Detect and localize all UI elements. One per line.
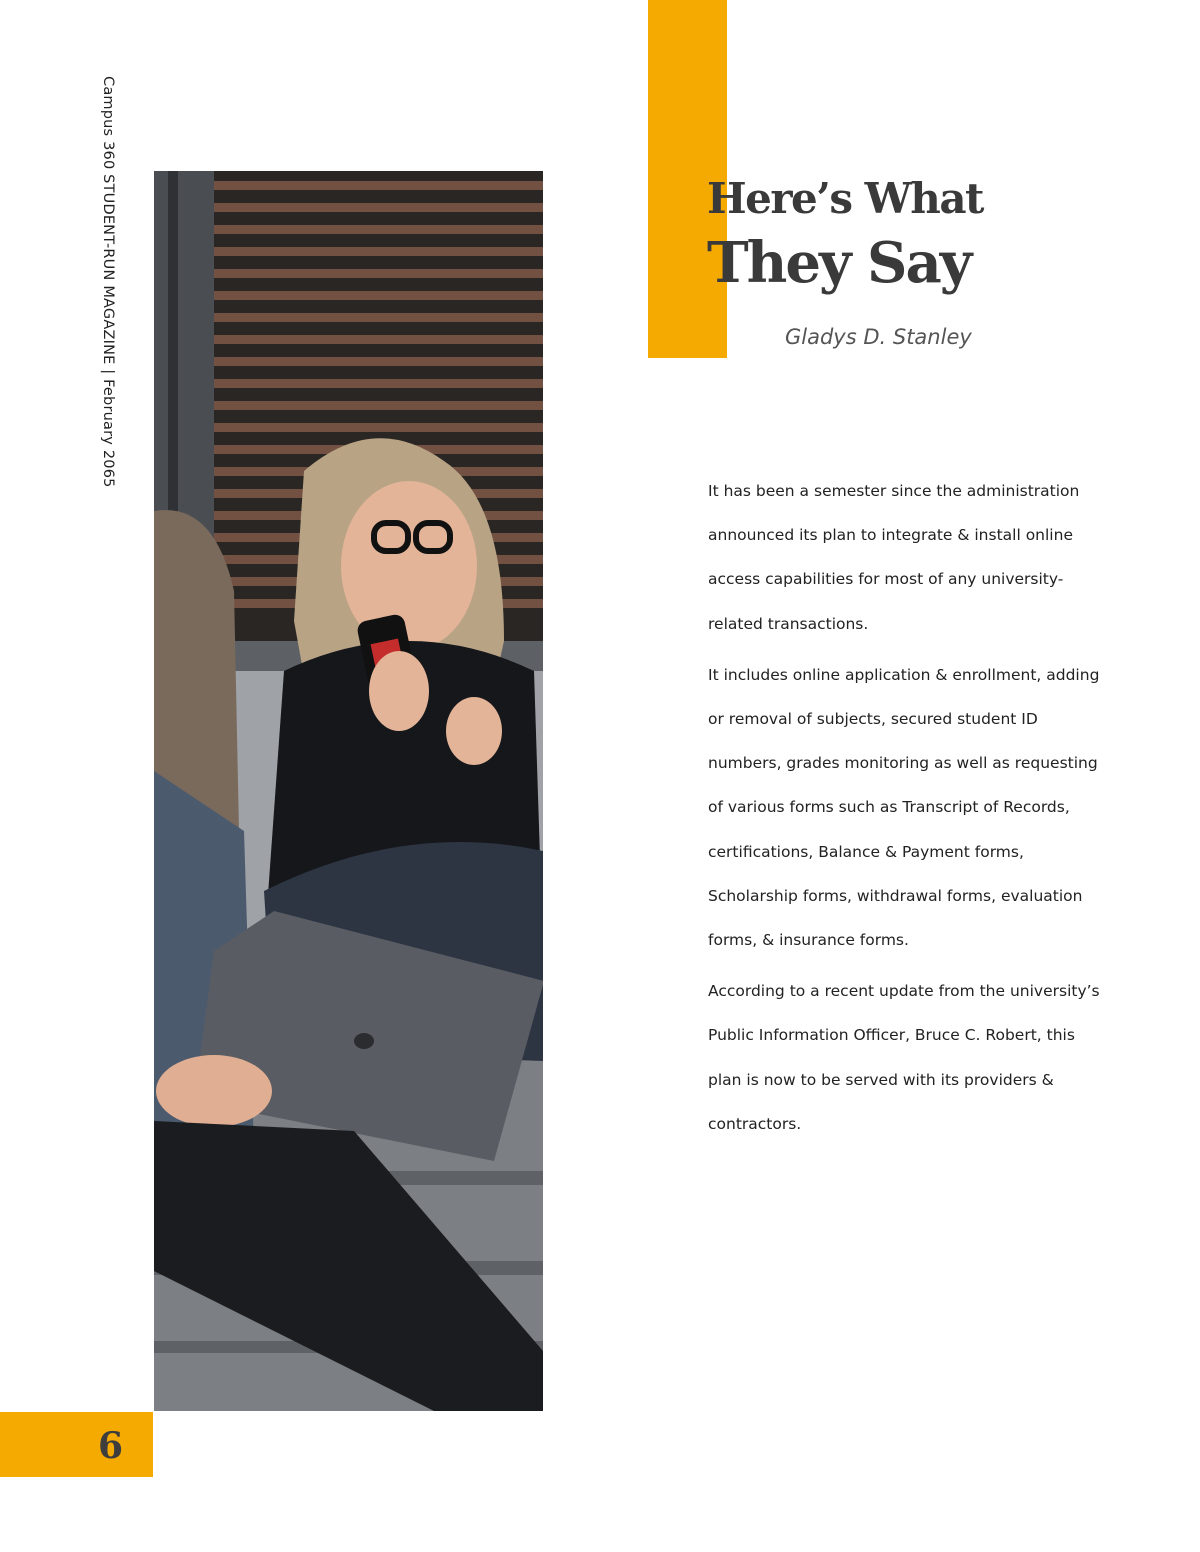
page-number-box (0, 1412, 153, 1477)
article-photo (154, 171, 543, 1411)
paragraph-3: According to a recent update from the university’s Public Information Officer, Bruce C. Robert, this plan is now to be served with its providers & contractors. (708, 982, 1100, 1133)
title-line-1: Here’s What (707, 174, 983, 223)
students-photo-illustration (154, 171, 543, 1411)
title-line-2: They Say (707, 230, 971, 296)
author-name: Gladys D. Stanley (785, 325, 972, 349)
article-body (708, 469, 1108, 1153)
paragraph-1: It has been a semester since the administration announced its plan to integrate & install online access capabilities for most of any university-related transactions. (708, 482, 1080, 633)
paragraph-2: It includes online application & enrollment, adding or removal of subjects, secured student ID numbers, grades monitoring as well as requesting of various forms such as Transcript of Records, certifications, Balance & Payment forms, Scholarship forms, withdrawal forms, evaluation forms, & insurance forms. (708, 665, 1100, 950)
page-number: 6 (97, 1425, 123, 1467)
magazine-side-caption: Campus 360 STUDENT-RUN MAGAZINE | February 2065 (100, 76, 116, 488)
